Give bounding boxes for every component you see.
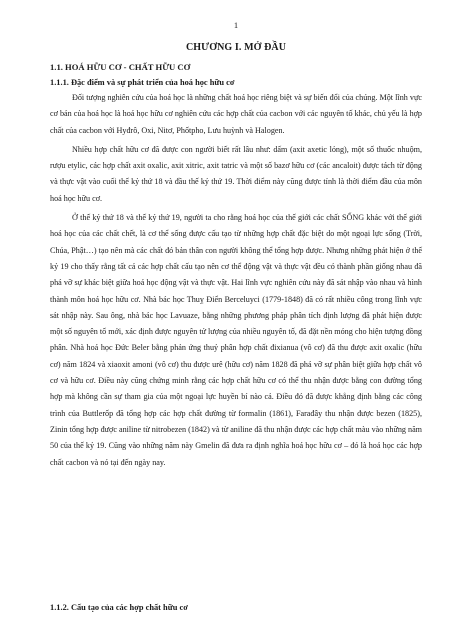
- chapter-title: CHƯƠNG I. MỞ ĐẦU: [185, 42, 287, 53]
- subsection-heading-2: 1.1.2. Cấu tạo của các hợp chất hữu cơ: [50, 603, 188, 612]
- page-number: 1: [233, 20, 239, 30]
- paragraph-1: Đối tượng nghiên cứu của hoá học là những chất hoá học riêng biệt và sự biến đổi của chúng. Một lĩnh vực cơ bản của hoá học là hoá học hữu cơ nghiên cứu các hợp chất của cacbon với các nguyên tố khác, chủ yếu là hợp chất của cacbon với Hyđrô, Oxi, Nitơ, Phốtpho, Lưu huỳnh và Halogen.: [50, 93, 422, 135]
- section-heading: 1.1. HOÁ HỮU CƠ - CHẤT HỮU CƠ: [50, 62, 191, 72]
- subsection-heading-1: 1.1.1. Đặc điểm và sự phát triển của hoá học hữu cơ: [50, 78, 235, 87]
- paragraph-2: Nhiều hợp chất hữu cơ đã được con người biết rất lâu như: dấm (axit axetic lỏng), một số thuốc nhuộm, rượu etylic, các hợp chất axit oxalic, axit xitric, axit tatric và một số bazơ hữu cơ (các ancaloit) được tách từ động và thực vật vào cuối thế kỷ thứ 18 và đầu thế kỷ thứ 19. Thời điểm này cũng được tính là thời điểm đầu của môn hoá học hữu cơ.: [50, 144, 422, 203]
- paragraph-3: Ở thế kỷ thứ 18 và thế kỷ thứ 19, người ta cho rằng hoá học của thế giới các chất SỐNG khác với thế giới hoá học của các chất chết, là cơ thể sống được cấu tạo từ những hợp chất đặc biệt do một ngoại lực sống (Trời, Chúa, Phật…) tạo nên mà các chất đó bản thân con người không thể tổng hợp được. Nhưng những phát hiện ở thế kỷ 19 cho thấy rằng tất cả các hợp chất cấu tạo nên cơ thể động vật và thực vật đều có thành phần giống nhau đã phá vỡ sự khác biệt giữa hoá học động vật và thực vật. Hai lĩnh vực nghiên cứu này đã sát nhập vào nhau và hình thành môn hoá học hữu cơ. Nhà bác học Thuỵ Điển Berceluyci (1779-1848) đã có rất nhiều công trong lĩnh vực sát nhập này. Sau ông, nhà bác học Lavuaze, bằng những phương pháp phân tích định lượng đã phát hiện được một số nguyên tố mới, xác định được nguyên tử lượng của nhiều nguyên tố, đã đặt nền móng cho hiện tượng đồng phân. Nhà hoá học Đức Beler bằng phản ứng thuỷ phân hợp chất đixianua (vô cơ) đã thu được axit oxalic (hữu cơ) năm 1824 và xiaoxit amoni (vô cơ) thu được urê (hữu cơ) năm 1828 đã phá vỡ sự phân biệt giữa hợp chất vô cơ và hữu cơ. Điều này cũng chứng minh rằng các hợp chất hữu cơ có thể thu nhận được bằng con đường tổng hợp mà không cần sự tham gia của một ngoại lực huyền bí nào cả. Điều đó đã được khẳng định bằng các công trình của Buttlerốp đã tổng hợp các hợp chất đường từ formalin (1861), Farađây thu nhận được bezen (1825), Zinin tổng hợp được aniline từ nitrobezen (1842) và từ aniline đã thu nhận được các hợp chất màu vào những năm 50 của thế kỷ 19. Cũng vào những năm này Gmelin đã đưa ra định nghĩa hoá học hữu cơ – đó là hoá học các hợp chất cacbon và nó tại đến ngày nay.: [50, 213, 423, 467]
